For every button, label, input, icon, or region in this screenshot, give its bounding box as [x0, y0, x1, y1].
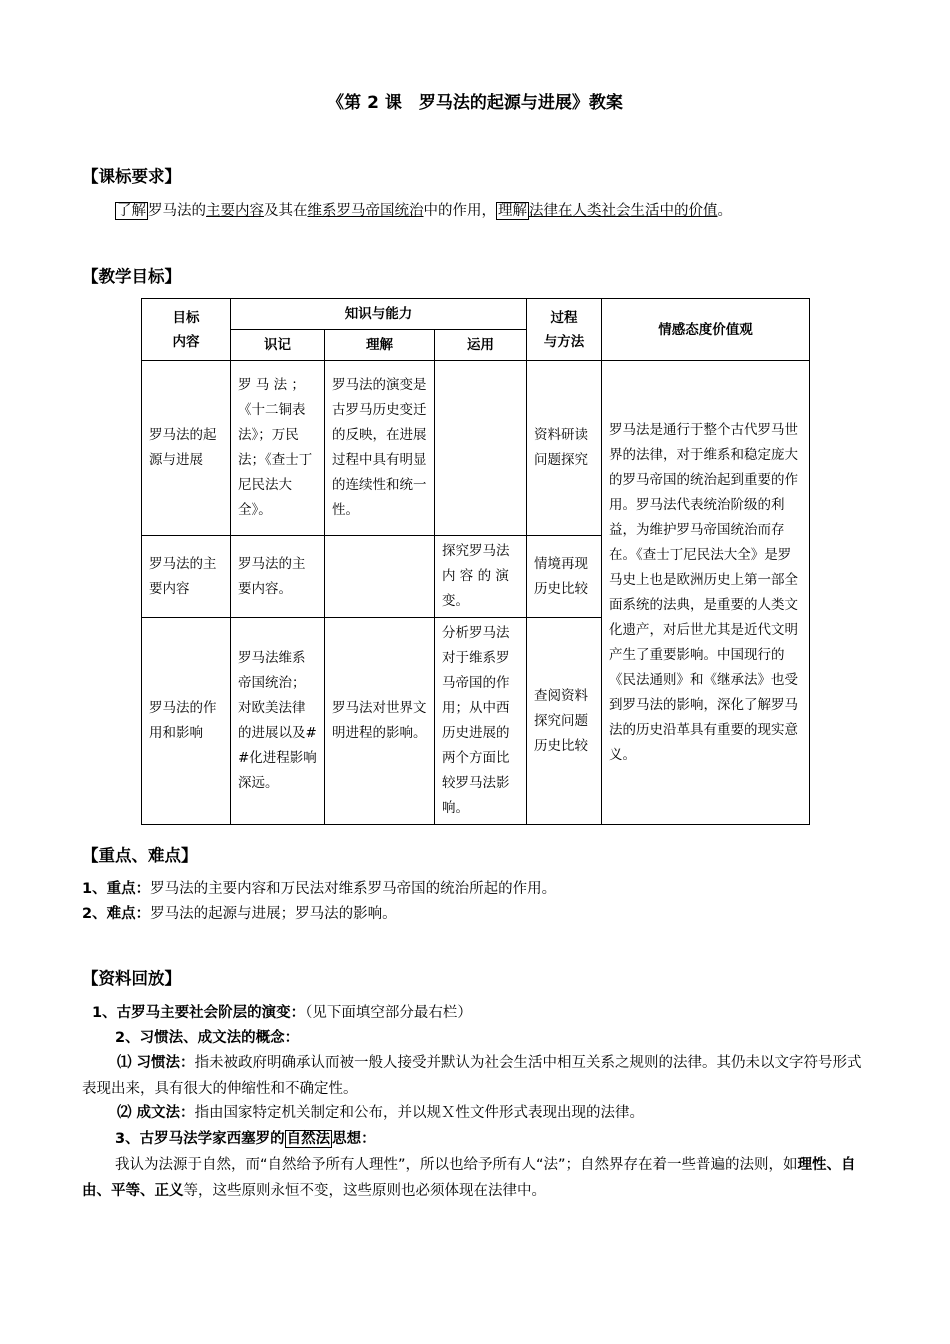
cell-understand: 罗马法的演变是古罗马历史变迁的反映，在进展过程中具有明显的连续性和统一性。: [325, 361, 435, 536]
cicero-text-c: 等，这些原则永恒不变，这些原则也必须体现在法律中。: [183, 1183, 546, 1199]
review-item-2: [115, 1026, 299, 1050]
page-title: 《第 2 课 罗马法的起源与进展》教案: [327, 93, 623, 113]
difficult-point-text: 罗马法的起源与进展；罗马法的影响。: [150, 906, 397, 922]
table-row: [142, 361, 810, 536]
review-item-2-label: 2、习惯法、成文法的概念：: [115, 1030, 300, 1046]
cicero-principles: 理性、自由、平等、正义: [82, 1157, 856, 1199]
cell-process: 查阅资料探究问题历史比较: [527, 618, 602, 825]
cell-process: 情境再现历史比较: [527, 536, 602, 618]
review-item-1: [92, 1001, 472, 1025]
cicero-paragraph: [82, 1152, 872, 1204]
review-item-1-note: （见下面填空部分最右栏）: [305, 1005, 472, 1021]
natural-law-box: 自然法: [286, 1131, 331, 1147]
cell-content: 罗马法的起源与进展: [142, 361, 231, 536]
review-item-3-suffix: 思想：: [332, 1131, 376, 1147]
cell-apply: 探究罗马法内 容 的 演变。: [435, 536, 527, 618]
header-knowledge: 知识与能力: [231, 299, 527, 330]
section-heading-curriculum: 【课标要求】: [82, 167, 181, 186]
cell-recall: 罗 马 法 ；《十二铜表法》；万民法；《查士丁尼民法大全》。: [231, 361, 325, 536]
cicero-text-a: 我认为法源于自然，而“自然给予所有人理性”，所以也给予所有人“法”；自然界存在着一些普遍的法则，如: [115, 1157, 798, 1173]
difficult-point-line: [82, 902, 397, 926]
written-law-text: 指由国家特定机关制定和公布，并以规Ｘ性文件形式表现出现的法律。: [194, 1105, 645, 1121]
review-item-1-label: 1、古罗马主要社会阶层的演变：: [92, 1005, 306, 1021]
customary-law-paragraph: [82, 1050, 872, 1102]
header-emotion: 情感态度价值观: [602, 299, 810, 361]
underlined-text: 主要内容: [206, 203, 264, 219]
key-point-line: [82, 877, 556, 901]
cell-understand: [325, 536, 435, 618]
cell-understand: 罗马法对世界文明进程的影响。: [325, 618, 435, 825]
cell-emotion: 罗马法是通行于整个古代罗马世界的法律，对于维系和稳定庞大的罗马帝国的统治起到重要的作用。罗马法代表统治阶级的利益，为维护罗马帝国统治而存在。《查士丁尼民法大全》是罗马史上也是欧洲历史上第一部全面系统的法典，是重要的人类文化遗产，对后世尤其是近代文明产生了重要影响。中国现行的《民法通则》和《继承法》也受到罗马法的影响，深化了解罗马法的历史沿革具有重要的现实意义。: [602, 361, 810, 825]
text-span: 及其在: [264, 203, 308, 219]
section-heading-key-points: 【重点、难点】: [82, 846, 198, 865]
header-recall: 识记: [231, 330, 325, 361]
cell-process: 资料研读问题探究: [527, 361, 602, 536]
text-span: 罗马法的: [148, 203, 206, 219]
keyword-box: 了解: [117, 203, 146, 219]
keyword-box: 理解: [498, 203, 527, 219]
review-item-3-label: 3、古罗马法学家西塞罗的: [115, 1131, 285, 1147]
difficult-point-label: 2、难点：: [82, 906, 151, 922]
underlined-text: 维系罗马帝国统治: [307, 203, 424, 219]
review-item-3: [115, 1127, 376, 1151]
written-law-label: ⑵ 成文法：: [117, 1105, 195, 1121]
curriculum-requirement: [115, 199, 732, 223]
header-apply: 运用: [435, 330, 527, 361]
text-span: 。: [717, 203, 732, 219]
customary-law-label: ⑴ 习惯法：: [117, 1055, 195, 1071]
cell-apply: 分析罗马法对于维系罗马帝国的作用；从中西历史进展的两个方面比较罗马法影响。: [435, 618, 527, 825]
key-point-label: 1、重点：: [82, 881, 151, 897]
customary-law-text: 指未被政府明确承认而被一般人接受并默认为社会生活中相互关系之规则的法律。其仍未以文字符号形式表现出来，具有很大的伸缩性和不确定性。: [82, 1055, 862, 1097]
header-understand: 理解: [325, 330, 435, 361]
cell-content: 罗马法的主要内容: [142, 536, 231, 618]
cell-recall: 罗马法维系帝国统治；对欧美法律的进展以及##化进程影响深远。: [231, 618, 325, 825]
section-heading-objectives: 【教学目标】: [82, 267, 181, 286]
cell-content: 罗马法的作用和影响: [142, 618, 231, 825]
key-point-text: 罗马法的主要内容和万民法对维系罗马帝国的统治所起的作用。: [150, 881, 557, 897]
cell-recall: 罗马法的主要内容。: [231, 536, 325, 618]
header-process: 过程 与方法: [527, 299, 602, 361]
section-heading-review: 【资料回放】: [82, 969, 181, 988]
header-target-content: 目标 内容: [142, 299, 231, 361]
written-law-line: [117, 1101, 644, 1125]
text-span: 中的作用，: [423, 203, 496, 219]
cell-apply: [435, 361, 527, 536]
underlined-text: 法律在人类社会生活中的价值: [529, 203, 718, 219]
objectives-table: [141, 298, 810, 825]
